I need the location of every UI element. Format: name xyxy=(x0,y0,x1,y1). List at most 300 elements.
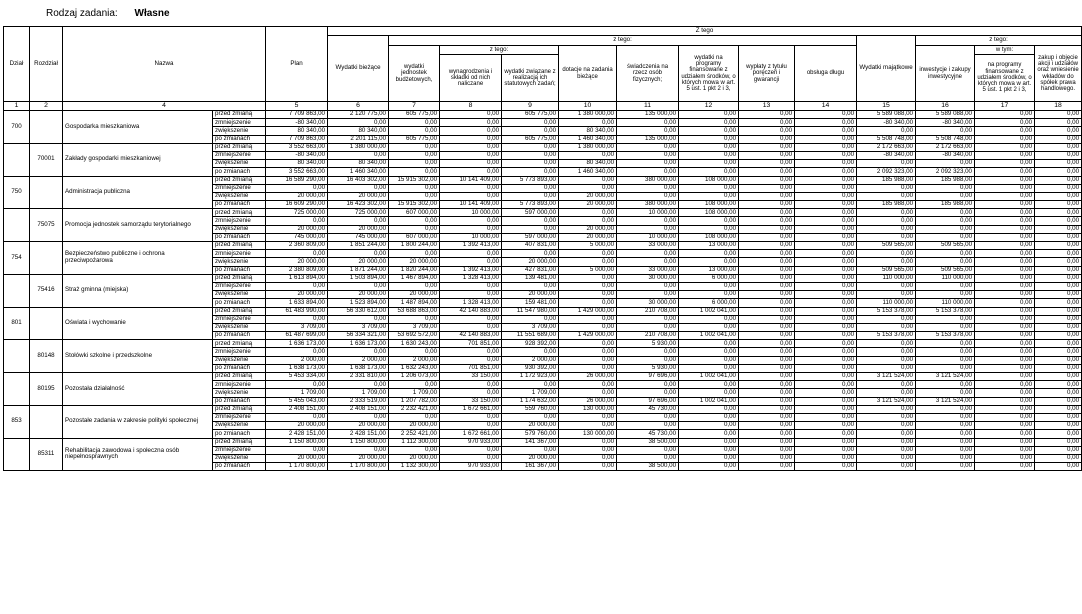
value-cell: 2 172 663,00 xyxy=(857,143,916,151)
header-z-tego-biezace: z tego: xyxy=(389,36,857,46)
value-cell: 45 730,00 xyxy=(617,405,679,413)
rozdzial-cell: 80148 xyxy=(30,340,63,373)
value-cell: 0,00 xyxy=(1035,413,1082,421)
value-cell: 0,00 xyxy=(975,119,1035,127)
value-cell: 0,00 xyxy=(617,143,679,151)
value-cell: 0,00 xyxy=(916,217,975,225)
value-cell: 0,00 xyxy=(795,160,857,168)
value-cell: 0,00 xyxy=(795,135,857,143)
value-cell: 20 000,00 xyxy=(559,192,617,200)
value-cell: 1 467 894,00 xyxy=(389,274,440,282)
value-cell: 0,00 xyxy=(795,299,857,307)
value-cell: 0,00 xyxy=(328,348,389,356)
value-cell: 1 460 340,00 xyxy=(559,135,617,143)
value-cell: 110 000,00 xyxy=(857,299,916,307)
row-label: przed zmianą xyxy=(213,307,266,315)
value-cell: 1 150 800,00 xyxy=(328,438,389,446)
value-cell: 0,00 xyxy=(266,282,328,290)
value-cell: 0,00 xyxy=(389,119,440,127)
dzial-cell: 750 xyxy=(4,176,30,209)
value-cell: 928 392,00 xyxy=(502,340,559,348)
value-cell: 0,00 xyxy=(679,454,739,462)
value-cell: 20 000,00 xyxy=(502,422,559,430)
value-cell: 5 453 334,00 xyxy=(266,373,328,381)
col-programy: wydatki na programy finansowane z udziałem środków, o których mowa w art. 5 ust. 1 pkt 2 i 3, xyxy=(679,46,739,102)
value-cell: 139 481,00 xyxy=(502,274,559,282)
value-cell: 3 709,00 xyxy=(389,323,440,331)
value-cell: 0,00 xyxy=(795,192,857,200)
column-numbers-row xyxy=(4,102,1082,111)
value-cell: 0,00 xyxy=(916,225,975,233)
value-cell: 2 092 323,00 xyxy=(857,168,916,176)
value-cell: 1 460 340,00 xyxy=(559,168,617,176)
value-cell: -80 340,00 xyxy=(916,119,975,127)
value-cell: 11 547 980,00 xyxy=(502,307,559,315)
nazwa-cell: Administracja publiczna xyxy=(63,176,213,209)
value-cell: 1 002 041,00 xyxy=(679,397,739,405)
value-cell: 0,00 xyxy=(502,143,559,151)
value-cell: 97 696,00 xyxy=(617,373,679,381)
row-label: po zmianach xyxy=(213,168,266,176)
value-cell: 0,00 xyxy=(328,282,389,290)
value-cell: 3 121 524,00 xyxy=(857,373,916,381)
value-cell: 0,00 xyxy=(502,381,559,389)
value-cell: 0,00 xyxy=(975,217,1035,225)
value-cell: 0,00 xyxy=(975,413,1035,421)
value-cell: 0,00 xyxy=(389,127,440,135)
value-cell: 0,00 xyxy=(739,233,795,241)
value-cell: 2 428 151,00 xyxy=(266,430,328,438)
value-cell: 1 392 413,00 xyxy=(440,266,502,274)
value-cell: 2 360 809,00 xyxy=(266,242,328,250)
col-wynagrodzenia: wynagrodzenia i składki od nich naliczane xyxy=(440,55,502,102)
value-cell: 0,00 xyxy=(617,192,679,200)
value-cell: 0,00 xyxy=(975,258,1035,266)
value-cell: 33 150,00 xyxy=(440,373,502,381)
value-cell: 0,00 xyxy=(679,381,739,389)
value-cell: 0,00 xyxy=(739,373,795,381)
value-cell: 2 428 151,00 xyxy=(328,430,389,438)
value-cell: 0,00 xyxy=(795,266,857,274)
value-cell: -80 340,00 xyxy=(266,119,328,127)
value-cell: 0,00 xyxy=(328,413,389,421)
value-cell: 0,00 xyxy=(389,151,440,159)
value-cell: 559 760,00 xyxy=(502,405,559,413)
nazwa-cell: Pozostałe zadania w zakresie polityki społecznej xyxy=(63,405,213,438)
value-cell: 1 328 413,00 xyxy=(440,274,502,282)
column-number: 18 xyxy=(1035,102,1082,111)
nazwa-cell: Pozostała działalność xyxy=(63,373,213,406)
value-cell: 0,00 xyxy=(1035,430,1082,438)
value-cell: 0,00 xyxy=(857,438,916,446)
value-cell: 0,00 xyxy=(916,250,975,258)
value-cell: 80 340,00 xyxy=(559,160,617,168)
value-cell: 1 174 632,00 xyxy=(502,397,559,405)
value-cell: 45 730,00 xyxy=(617,430,679,438)
value-cell: 1 709,00 xyxy=(266,389,328,397)
value-cell: 7 709 863,00 xyxy=(266,111,328,119)
value-cell: 5 930,00 xyxy=(617,340,679,348)
value-cell: 0,00 xyxy=(266,413,328,421)
value-cell: 0,00 xyxy=(440,184,502,192)
value-cell: 0,00 xyxy=(795,315,857,323)
value-cell: 42 140 883,00 xyxy=(440,332,502,340)
col-akcje: zakup i objęcie akcji i udziałów oraz wniesienie wkładów do spółek prawa handlowego. xyxy=(1035,46,1082,102)
value-cell: 0,00 xyxy=(440,168,502,176)
value-cell: 0,00 xyxy=(679,151,739,159)
row-label: przed zmianą xyxy=(213,340,266,348)
value-cell: 61 487 699,00 xyxy=(266,332,328,340)
value-cell: 0,00 xyxy=(617,454,679,462)
value-cell: 0,00 xyxy=(975,151,1035,159)
col-poreczenia: wypłaty z tytułu poręczeń i gwarancji xyxy=(739,46,795,102)
table-row xyxy=(4,209,1082,217)
value-cell: 0,00 xyxy=(679,160,739,168)
value-cell: 0,00 xyxy=(739,135,795,143)
value-cell: 20 000,00 xyxy=(266,225,328,233)
value-cell: 1 800 244,00 xyxy=(389,242,440,250)
value-cell: -80 340,00 xyxy=(857,119,916,127)
value-cell: 2 000,00 xyxy=(389,356,440,364)
value-cell: 0,00 xyxy=(617,348,679,356)
rozdzial-cell: 85311 xyxy=(30,438,63,471)
value-cell: 605 775,00 xyxy=(389,111,440,119)
value-cell: 0,00 xyxy=(679,422,739,430)
value-cell: 0,00 xyxy=(857,282,916,290)
value-cell: 0,00 xyxy=(679,340,739,348)
value-cell: 0,00 xyxy=(916,381,975,389)
value-cell: 0,00 xyxy=(559,184,617,192)
value-cell: 0,00 xyxy=(617,291,679,299)
value-cell: 0,00 xyxy=(857,258,916,266)
value-cell: 42 140 883,00 xyxy=(440,307,502,315)
value-cell: 1 633 894,00 xyxy=(266,299,328,307)
value-cell: 0,00 xyxy=(857,323,916,331)
value-cell: 0,00 xyxy=(1035,119,1082,127)
value-cell: 1 429 000,00 xyxy=(559,307,617,315)
value-cell: 159 481,00 xyxy=(502,299,559,307)
value-cell: 607 000,00 xyxy=(389,209,440,217)
nazwa-cell: Rehabilitacja zawodowa i społeczna osób niepełnosprawnych xyxy=(63,438,213,471)
value-cell: 1 002 041,00 xyxy=(679,373,739,381)
value-cell: 0,00 xyxy=(1035,250,1082,258)
col-swiadczenia: świadczenia na rzecz osób fizycznych; xyxy=(617,46,679,102)
row-label: przed zmianą xyxy=(213,373,266,381)
value-cell: 0,00 xyxy=(916,438,975,446)
value-cell: 0,00 xyxy=(502,348,559,356)
value-cell: 161 367,00 xyxy=(502,463,559,471)
row-label: zmniejszenie xyxy=(213,413,266,421)
value-cell: 0,00 xyxy=(1035,373,1082,381)
value-cell: 1 709,00 xyxy=(389,389,440,397)
value-cell: 1 709,00 xyxy=(502,389,559,397)
value-cell: 210 708,00 xyxy=(617,332,679,340)
value-cell: 2 252 421,00 xyxy=(389,430,440,438)
value-cell: 0,00 xyxy=(975,127,1035,135)
row-label: przed zmianą xyxy=(213,405,266,413)
value-cell: 1 002 041,00 xyxy=(679,307,739,315)
value-cell: 0,00 xyxy=(857,184,916,192)
value-cell: 0,00 xyxy=(857,364,916,372)
value-cell: 0,00 xyxy=(857,405,916,413)
row-label: zwiększenie xyxy=(213,291,266,299)
row-label: zwiększenie xyxy=(213,192,266,200)
value-cell: 2 000,00 xyxy=(328,356,389,364)
nazwa-cell: Straż gminna (miejska) xyxy=(63,274,213,307)
value-cell: 0,00 xyxy=(975,373,1035,381)
value-cell: 16 609 290,00 xyxy=(266,201,328,209)
value-cell: 0,00 xyxy=(679,389,739,397)
value-cell: 0,00 xyxy=(975,332,1035,340)
value-cell: 130 000,00 xyxy=(559,405,617,413)
value-cell: 0,00 xyxy=(559,348,617,356)
row-label: zmniejszenie xyxy=(213,446,266,454)
value-cell: 0,00 xyxy=(795,454,857,462)
value-cell: 2 408 151,00 xyxy=(266,405,328,413)
value-cell: 1 328 413,00 xyxy=(440,299,502,307)
value-cell: 0,00 xyxy=(739,381,795,389)
value-cell: 0,00 xyxy=(857,291,916,299)
column-number: 4 xyxy=(63,102,266,111)
value-cell: 0,00 xyxy=(857,192,916,200)
value-cell: 0,00 xyxy=(1035,225,1082,233)
value-cell: 0,00 xyxy=(739,291,795,299)
value-cell: 0,00 xyxy=(739,307,795,315)
value-cell: 20 000,00 xyxy=(328,422,389,430)
value-cell: 185 988,00 xyxy=(916,201,975,209)
value-cell: 20 000,00 xyxy=(559,233,617,241)
value-cell: 0,00 xyxy=(679,463,739,471)
value-cell: 5 153 378,00 xyxy=(916,307,975,315)
row-label: zwiększenie xyxy=(213,160,266,168)
value-cell: 5 508 748,00 xyxy=(857,135,916,143)
value-cell: 53 688 863,00 xyxy=(389,307,440,315)
value-cell: -80 340,00 xyxy=(916,151,975,159)
dzial-cell xyxy=(4,209,30,242)
value-cell: 0,00 xyxy=(739,364,795,372)
value-cell: 0,00 xyxy=(857,217,916,225)
value-cell: 0,00 xyxy=(975,438,1035,446)
nazwa-cell: Oświata i wychowanie xyxy=(63,307,213,340)
value-cell: 597 000,00 xyxy=(502,209,559,217)
value-cell: 0,00 xyxy=(440,413,502,421)
value-cell: 0,00 xyxy=(795,225,857,233)
value-cell: 0,00 xyxy=(1035,340,1082,348)
value-cell: 0,00 xyxy=(975,340,1035,348)
value-cell: 0,00 xyxy=(1035,397,1082,405)
value-cell: 5 589 088,00 xyxy=(857,111,916,119)
value-cell: 509 565,00 xyxy=(857,266,916,274)
column-number: 1 xyxy=(4,102,30,111)
value-cell: 1 132 300,00 xyxy=(389,463,440,471)
value-cell: 5 455 043,00 xyxy=(266,397,328,405)
value-cell: 0,00 xyxy=(916,160,975,168)
value-cell: 0,00 xyxy=(739,176,795,184)
value-cell: 0,00 xyxy=(739,463,795,471)
value-cell: 0,00 xyxy=(502,225,559,233)
value-cell: 0,00 xyxy=(679,348,739,356)
value-cell: 0,00 xyxy=(739,299,795,307)
value-cell: 20 000,00 xyxy=(266,454,328,462)
value-cell: 0,00 xyxy=(617,356,679,364)
row-label: po zmianach xyxy=(213,397,266,405)
value-cell: 0,00 xyxy=(389,217,440,225)
value-cell: 56 330 612,00 xyxy=(328,307,389,315)
value-cell: 13 000,00 xyxy=(679,266,739,274)
value-cell: 0,00 xyxy=(795,201,857,209)
value-cell: 970 933,00 xyxy=(440,438,502,446)
value-cell: 0,00 xyxy=(975,454,1035,462)
value-cell: 0,00 xyxy=(679,364,739,372)
value-cell: 0,00 xyxy=(328,151,389,159)
table-row xyxy=(4,143,1082,151)
column-number: 5 xyxy=(266,102,328,111)
table-row xyxy=(4,176,1082,184)
value-cell: 0,00 xyxy=(502,192,559,200)
row-label: po zmianach xyxy=(213,430,266,438)
value-cell: 0,00 xyxy=(739,315,795,323)
value-cell: 20 000,00 xyxy=(266,258,328,266)
value-cell: 135 000,00 xyxy=(617,111,679,119)
value-cell: 2 172 663,00 xyxy=(916,143,975,151)
row-label: zmniejszenie xyxy=(213,217,266,225)
dzial-cell xyxy=(4,274,30,307)
value-cell: 0,00 xyxy=(916,364,975,372)
value-cell: 1 460 340,00 xyxy=(328,168,389,176)
value-cell: 0,00 xyxy=(1035,209,1082,217)
value-cell: 0,00 xyxy=(617,225,679,233)
value-cell: 0,00 xyxy=(795,397,857,405)
value-cell: 0,00 xyxy=(559,176,617,184)
value-cell: 1 002 041,00 xyxy=(679,332,739,340)
value-cell: 725 000,00 xyxy=(328,209,389,217)
value-cell: 20 000,00 xyxy=(502,291,559,299)
col-dzial: Dział xyxy=(4,27,30,102)
value-cell: 33 150,00 xyxy=(440,397,502,405)
rozdzial-cell: 80195 xyxy=(30,373,63,406)
value-cell: 0,00 xyxy=(857,348,916,356)
value-cell: 2 333 519,00 xyxy=(328,397,389,405)
value-cell: 0,00 xyxy=(440,446,502,454)
value-cell: 1 487 894,00 xyxy=(389,299,440,307)
value-cell: 0,00 xyxy=(1035,332,1082,340)
value-cell: 0,00 xyxy=(679,225,739,233)
value-cell: 0,00 xyxy=(975,446,1035,454)
value-cell: 0,00 xyxy=(739,266,795,274)
value-cell: 0,00 xyxy=(1035,233,1082,241)
value-cell: 3 552 663,00 xyxy=(266,143,328,151)
table-row xyxy=(4,438,1082,446)
value-cell: 0,00 xyxy=(440,127,502,135)
value-cell: 0,00 xyxy=(1035,176,1082,184)
value-cell: 0,00 xyxy=(916,446,975,454)
value-cell: 0,00 xyxy=(679,356,739,364)
value-cell: 0,00 xyxy=(440,348,502,356)
value-cell: 0,00 xyxy=(559,446,617,454)
column-number: 6 xyxy=(328,102,389,111)
nazwa-cell: Gospodarka mieszkaniowa xyxy=(63,111,213,144)
value-cell: 0,00 xyxy=(679,143,739,151)
column-number: 12 xyxy=(679,102,739,111)
value-cell: 1 871 244,00 xyxy=(328,266,389,274)
value-cell: 0,00 xyxy=(617,250,679,258)
value-cell: 0,00 xyxy=(1035,454,1082,462)
value-cell: 0,00 xyxy=(916,413,975,421)
value-cell: 0,00 xyxy=(440,282,502,290)
value-cell: -80 340,00 xyxy=(857,151,916,159)
value-cell: 0,00 xyxy=(1035,438,1082,446)
budget-table xyxy=(3,26,1082,471)
value-cell: 2 000,00 xyxy=(502,356,559,364)
row-label: po zmianach xyxy=(213,364,266,372)
value-cell: 0,00 xyxy=(328,315,389,323)
value-cell: 0,00 xyxy=(440,192,502,200)
value-cell: 0,00 xyxy=(502,160,559,168)
value-cell: 0,00 xyxy=(975,176,1035,184)
header-z-tego-jednostek: z tego: xyxy=(440,46,559,55)
value-cell: 0,00 xyxy=(502,151,559,159)
value-cell: 1 112 300,00 xyxy=(389,438,440,446)
value-cell: 0,00 xyxy=(975,168,1035,176)
value-cell: 0,00 xyxy=(1035,282,1082,290)
value-cell: 20 000,00 xyxy=(559,225,617,233)
value-cell: 0,00 xyxy=(328,184,389,192)
value-cell: 0,00 xyxy=(559,274,617,282)
value-cell: 0,00 xyxy=(1035,364,1082,372)
value-cell: 5 153 378,00 xyxy=(857,307,916,315)
value-cell: 380 000,00 xyxy=(617,201,679,209)
value-cell: 80 340,00 xyxy=(559,127,617,135)
value-cell: 1 150 800,00 xyxy=(266,438,328,446)
value-cell: 0,00 xyxy=(916,422,975,430)
column-number: 13 xyxy=(739,102,795,111)
value-cell: 0,00 xyxy=(389,168,440,176)
value-cell: 0,00 xyxy=(857,340,916,348)
value-cell: 0,00 xyxy=(440,389,502,397)
value-cell: 0,00 xyxy=(916,192,975,200)
value-cell: 0,00 xyxy=(559,209,617,217)
value-cell: 0,00 xyxy=(1035,405,1082,413)
value-cell: 1 380 000,00 xyxy=(328,143,389,151)
value-cell: 0,00 xyxy=(916,209,975,217)
value-cell: 10 141 409,00 xyxy=(440,176,502,184)
value-cell: 15 915 302,00 xyxy=(389,201,440,209)
dzial-cell: 700 xyxy=(4,111,30,144)
value-cell: 2 408 151,00 xyxy=(328,405,389,413)
value-cell: 0,00 xyxy=(857,446,916,454)
value-cell: 80 340,00 xyxy=(266,160,328,168)
value-cell: 0,00 xyxy=(328,119,389,127)
value-cell: 0,00 xyxy=(739,242,795,250)
value-cell: 0,00 xyxy=(795,176,857,184)
value-cell: 0,00 xyxy=(975,364,1035,372)
value-cell: 0,00 xyxy=(502,119,559,127)
value-cell: 5 153 378,00 xyxy=(857,332,916,340)
value-cell: 0,00 xyxy=(679,282,739,290)
value-cell: 0,00 xyxy=(795,119,857,127)
value-cell: 0,00 xyxy=(1035,291,1082,299)
value-cell: 2 092 323,00 xyxy=(916,168,975,176)
value-cell: 1 207 782,00 xyxy=(389,397,440,405)
value-cell: 11 551 689,00 xyxy=(502,332,559,340)
value-cell: 0,00 xyxy=(795,143,857,151)
value-cell: 0,00 xyxy=(617,389,679,397)
row-label: zmniejszenie xyxy=(213,348,266,356)
value-cell: 0,00 xyxy=(739,217,795,225)
table-row xyxy=(4,242,1082,250)
rozdzial-cell: 75416 xyxy=(30,274,63,307)
value-cell: 0,00 xyxy=(857,422,916,430)
